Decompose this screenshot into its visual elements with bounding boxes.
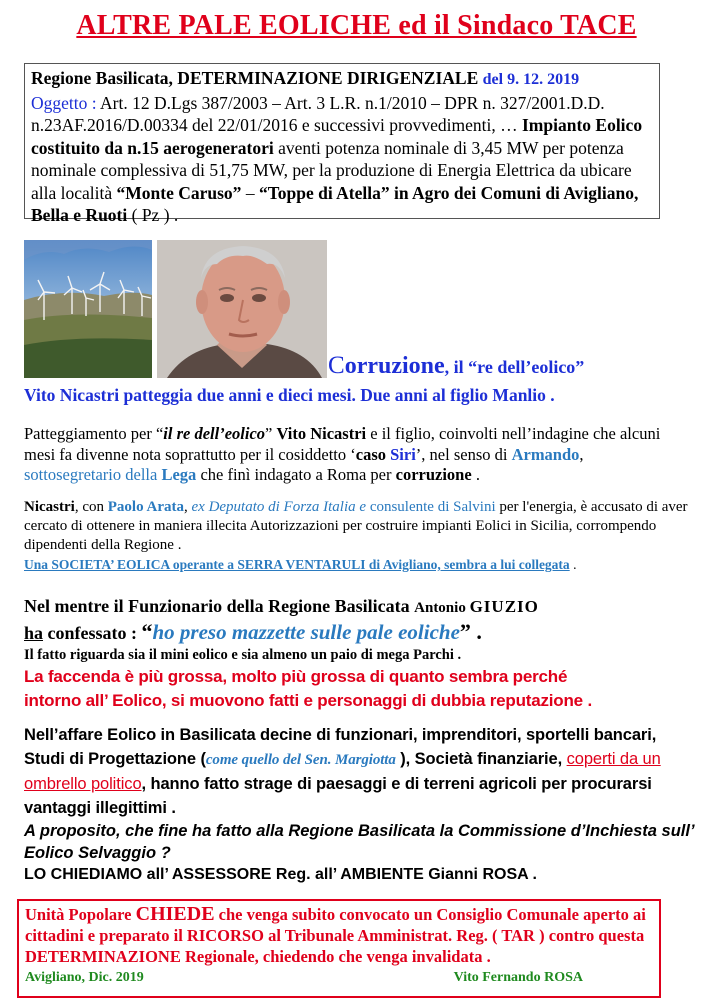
consulente-salvini: consulente di Salvini: [369, 499, 496, 515]
wind-turbines-image: [24, 240, 152, 378]
confession-quote: ho preso mazzette sulle pale eoliche: [152, 620, 460, 644]
ombrello-politico: coperti da un ombrello politico: [24, 750, 661, 793]
text: , hanno fatto strage di paesaggi e di terreni agricoli per procurarsi vantaggi illegittimi .: [24, 775, 652, 817]
chiede: CHIEDE: [135, 903, 215, 925]
text: ”: [265, 424, 277, 443]
oggetto-label: Oggetto :: [31, 92, 97, 113]
impianto-text: Impianto Eolico costituito da n.15 aerogeneratori: [31, 115, 643, 158]
text: confessato :: [43, 623, 142, 643]
sottosegretario: sottosegretario della: [24, 465, 162, 484]
text: Nel mentre il Funzionario della Regione Basilicata: [24, 596, 415, 616]
nicastri: Nicastri: [24, 499, 75, 515]
caso-label: caso: [355, 444, 391, 464]
agro-comuni: in Agro dei Comuni di Avigliano, Bella e Ruoti: [31, 182, 639, 225]
commissione-question: A proposito, che fine ha fatto alla Regione Basilicata la Commissione d’Inchiesta sull’ Eolico Selvaggio ?: [24, 822, 694, 862]
siri-name: Siri: [390, 444, 416, 464]
determinazione-box: [24, 63, 660, 225]
nicastri-subtitle: Vito Nicastri patteggia due anni e dieci mesi. Due anni al figlio Manlio .: [24, 385, 555, 405]
faccenda-line: La faccenda è più grossa, molto più grossa di quanto sembra perché: [24, 667, 568, 686]
text: e il figlio, coinvolti nell’indagine che alcuni mesi fa divenne nota soprattutto per il cosiddetto ‘: [24, 424, 661, 464]
text: che finì indagato a Roma per: [196, 465, 396, 484]
oggetto-text: Art. 12 D.Lgs 387/2003 – Art. 3 L.R. n.1/2010 – DPR n. 327/2001.D.D. n.23AF.2016/D.00334 del 22/01/2016 e successivi provvedimenti, …: [31, 92, 605, 135]
margiotta-reference: come quello del Sen. Margiotta: [205, 752, 396, 768]
portrait-photo: [157, 240, 327, 378]
mini-eolico-line: Il fatto riguarda sia il mini eolico e sia almeno un paio di mega Parchi .: [24, 647, 462, 663]
vito-nicastri: Vito Nicastri: [276, 424, 367, 443]
paragraph-patteggiamento: [24, 424, 684, 486]
text: che venga subito convocato un Consiglio Comunale aperto ai cittadini e preparato il RICORSO al Tribunale Amministrat. Reg. ( TAR ) contro questa DETERMINAZIONE Regionale, chiedendo che venga invalidata .: [25, 905, 646, 966]
antonio: Antonio: [414, 600, 470, 616]
text: .: [471, 465, 480, 484]
societa-eolica-link[interactable]: Una SOCIETA’ EOLICA operante a SERRA VENTARULI di Avigliano, sembra a lui collegata: [24, 557, 570, 572]
determinazione-date: del 9. 12. 2019: [482, 71, 580, 88]
paragraph-affare-eolico: [24, 723, 694, 820]
ex-deputato: ex Deputato di Forza Italia e: [191, 499, 367, 515]
paolo-arata: Paolo Arata: [107, 499, 184, 515]
re-eolico-quote: il re dell’eolico: [163, 424, 266, 443]
paragraph-commissione: [24, 820, 694, 886]
text: ,: [579, 444, 584, 464]
text: “: [141, 619, 153, 644]
paragraph-arata: [24, 498, 689, 575]
text: Patteggiamento per “: [24, 424, 164, 443]
portrait-image: [157, 240, 327, 378]
text: .: [569, 557, 577, 572]
provincia: ( Pz ) .: [131, 205, 179, 225]
text: ,: [184, 499, 192, 515]
text: ’, nel senso di: [415, 444, 512, 464]
text: per l'energia, è accusato di aver cercato di ottenere in maniera illecita Autorizzazioni per costruire impianti Eolici in Sicilia, corrompendo dipendenti della Regione .: [24, 499, 688, 553]
corruzione-initial: C: [328, 352, 345, 379]
armando-name: Armando: [511, 444, 580, 464]
eolico-personaggi-line: intorno all’ Eolico, si muovono fatti e personaggi di dubbia reputazione .: [24, 691, 592, 710]
assessore-question: LO CHIEDIAMO all’ ASSESSORE Reg. all’ AMBIENTE Gianni ROSA .: [24, 866, 537, 883]
wind-turbines-photo: [24, 240, 152, 378]
localita-toppe-atella: “Toppe di Atella”: [258, 182, 390, 203]
localita-dash: –: [245, 182, 255, 203]
text: Unità Popolare: [25, 905, 136, 924]
corruzione: corruzione: [395, 465, 472, 484]
impianto-details: aventi potenza nominale di 3,45 MW per potenza nominale complessiva di 51,75 MW, per la produzione di Energia Elettrica da ubicare alla località: [31, 137, 632, 203]
corruzione-headline: [328, 353, 584, 380]
corruzione-word: orruzione: [344, 353, 445, 379]
re-eolico: , il “re dell’eolico”: [444, 357, 585, 377]
unita-popolare-box: [17, 899, 661, 998]
lega: Lega: [161, 465, 197, 484]
text: ” .: [459, 619, 482, 644]
text: Nell’affare Eolico in Basilicata decine di funzionari, imprenditori, sportelli bancari, Studi di Progettazione (: [24, 726, 657, 768]
signature: Vito Fernando ROSA: [453, 970, 583, 985]
localita-monte-caruso: “Monte Caruso”: [116, 182, 242, 203]
text: ), Società finanziarie,: [395, 750, 567, 768]
giuzio: GIUZIO: [469, 597, 539, 616]
page-title: ALTRE PALE EOLICHE ed il Sindaco TACE: [76, 10, 637, 41]
text: , con: [74, 499, 108, 515]
text: ha: [24, 623, 44, 643]
paragraph-giuzio: [24, 595, 694, 713]
place-date: Avigliano, Dic. 2019: [25, 970, 144, 985]
determinazione-header: Regione Basilicata, DETERMINAZIONE DIRIGENZIALE: [31, 68, 479, 88]
